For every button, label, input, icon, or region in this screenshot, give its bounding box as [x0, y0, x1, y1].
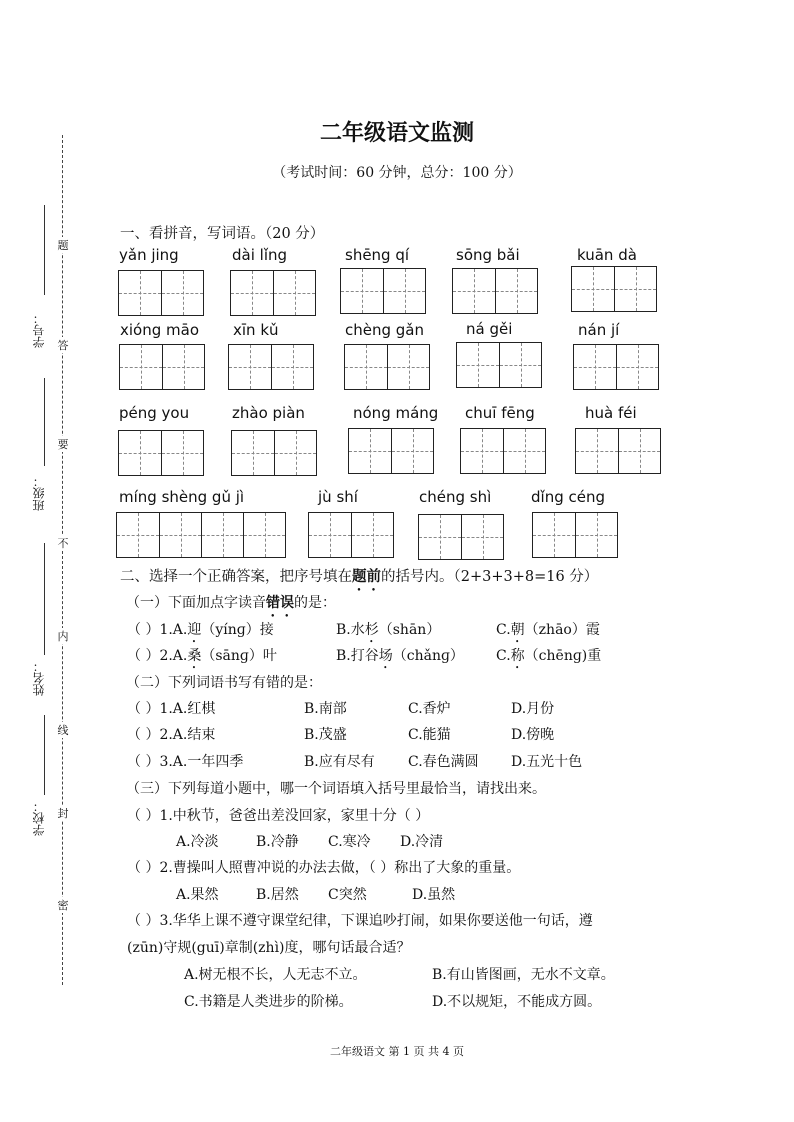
option-c: C突然: [328, 887, 367, 903]
option-c: C.朝（zhāo）霞: [496, 622, 600, 638]
writing-grid[interactable]: [119, 344, 205, 390]
option-d: D.傍晚: [511, 727, 555, 743]
option-b: B.水杉（shān）: [336, 622, 441, 638]
option-c: C.香炉: [408, 701, 451, 717]
option-c: C.能猫: [408, 727, 451, 743]
writing-grid[interactable]: [118, 430, 204, 476]
seal-char: 密: [57, 899, 69, 912]
seal-char: 线: [57, 724, 69, 737]
pinyin-label: xióng māo: [120, 321, 199, 339]
writing-grid[interactable]: [418, 514, 504, 560]
part2-heading: （二）下列词语书写有错的是：: [126, 675, 322, 691]
section1-heading: 一、看拼音，写词语。（20 分）: [120, 226, 325, 242]
option-a: A.果然: [176, 887, 219, 903]
writing-grid[interactable]: [575, 428, 661, 474]
fill-line: [44, 715, 45, 795]
option-c: C.书籍是人类进步的阶梯。: [184, 994, 353, 1010]
writing-grid[interactable]: [230, 270, 316, 316]
label-student-id: 学号：: [32, 312, 46, 348]
pinyin-label: nóng máng: [353, 404, 439, 422]
pinyin-label: nán jí: [578, 321, 620, 339]
option-d: D.不以规矩，不能成方圆。: [432, 994, 602, 1010]
pinyin-label: dǐng céng: [531, 488, 605, 506]
question-item: （ ）3.A.一年四季: [127, 754, 244, 770]
exam-info: （考试时间：60 分钟，总分：100 分）: [272, 165, 522, 181]
writing-grid[interactable]: [456, 342, 542, 388]
seal-char: 题: [57, 239, 69, 252]
pinyin-label: ná gěi: [466, 320, 513, 338]
option-a: A.树无根不长，人无志不立。: [184, 967, 367, 983]
writing-grid[interactable]: [344, 344, 430, 390]
pinyin-label: chuī fēng: [465, 404, 535, 422]
writing-grid[interactable]: [118, 270, 204, 316]
label-class: 班级：: [32, 475, 46, 511]
question-row: （ ）2.A.桑（sānɡ）叶: [127, 648, 277, 664]
option-b: B.南部: [304, 701, 347, 717]
question-item: （ ）3.华华上课不遵守课堂纪律，下课追吵打闹，如果你要送他一句话，遵: [127, 913, 593, 929]
fill-line: [44, 378, 45, 466]
writing-grid[interactable]: [532, 512, 618, 558]
question-item: （ ）1.A.红棋: [127, 701, 216, 717]
question-item-cont: (zūn)守规(guī)章制(zhì)度，哪句话最合适？: [127, 940, 411, 956]
writing-grid[interactable]: [340, 268, 426, 314]
option-b: B.茂盛: [304, 727, 347, 743]
question-item: （ ）2.A.结束: [127, 727, 216, 743]
option-b: B.有山皆图画，无水不文章。: [432, 967, 615, 983]
option-b: B.打谷场（chǎnɡ）: [336, 648, 464, 664]
pinyin-label: péng you: [119, 404, 190, 422]
writing-grid[interactable]: [308, 512, 394, 558]
fill-line: [44, 543, 45, 655]
option-d: D.虽然: [412, 887, 456, 903]
pinyin-label: chéng shì: [419, 488, 492, 506]
pinyin-label: yǎn jing: [119, 246, 179, 264]
option-c: C.春色满圆: [408, 754, 479, 770]
option-b: B.应有尽有: [304, 754, 375, 770]
option-b: B.居然: [256, 887, 299, 903]
seal-char: 封: [57, 807, 69, 820]
label-name: 姓名：: [32, 660, 46, 696]
question-item: （ ）1.中秋节，爸爸出差没回家，家里十分（ ）: [127, 808, 430, 824]
writing-grid[interactable]: [116, 512, 286, 558]
option-c: C.称（chēnɡ)重: [496, 648, 602, 664]
writing-grid[interactable]: [231, 430, 317, 476]
writing-grid[interactable]: [571, 266, 657, 312]
option-b: B.冷静: [256, 834, 299, 850]
section2-heading: 二、选择一个正确答案，把序号填在题前的括号内。（2+3+3+8=16 分）: [120, 568, 599, 585]
pinyin-label: dài lǐng: [232, 246, 288, 264]
pinyin-label: kuān dà: [577, 246, 637, 264]
pinyin-label: xīn kǔ: [233, 321, 279, 339]
option-d: D.月份: [511, 701, 555, 717]
pinyin-label: míng shèng gǔ jì: [119, 488, 245, 506]
pinyin-label: huà féi: [585, 404, 637, 422]
writing-grid[interactable]: [460, 428, 546, 474]
question-row: （ ）1.A.迎（yínɡ）接: [127, 622, 274, 638]
question-item: （ ）2.曹操叫人照曹冲说的办法去做，（ ）称出了大象的重量。: [127, 860, 521, 876]
page-title: 二年级语文监测: [319, 121, 474, 146]
option-a: A.冷淡: [176, 834, 219, 850]
part3-heading: （三）下列每道小题中，哪一个词语填入括号里最恰当，请找出来。: [126, 781, 546, 797]
part1-heading: （一）下面加点字读音错误的是：: [126, 595, 336, 611]
seal-char: 答: [57, 339, 69, 352]
page-footer: 二年级语文 第 1 页 共 4 页: [330, 1045, 464, 1058]
pinyin-label: shēng qí: [345, 246, 410, 264]
binding-dashed-line: [62, 135, 63, 985]
writing-grid[interactable]: [228, 344, 314, 390]
pinyin-label: chèng gǎn: [345, 321, 424, 339]
option-d: D.五光十色: [511, 754, 583, 770]
seal-char: 不: [57, 537, 69, 550]
seal-char: 要: [57, 438, 69, 451]
writing-grid[interactable]: [573, 344, 659, 390]
seal-char: 内: [57, 630, 69, 643]
writing-grid[interactable]: [452, 268, 538, 314]
option-d: D.冷清: [400, 834, 444, 850]
pinyin-label: jù shí: [318, 488, 358, 506]
label-school: 学校：: [32, 800, 46, 836]
writing-grid[interactable]: [348, 428, 434, 474]
pinyin-label: zhào piàn: [232, 404, 305, 422]
option-c: C.寒冷: [328, 834, 371, 850]
pinyin-label: sōng bǎi: [456, 246, 520, 264]
fill-line: [44, 205, 45, 295]
